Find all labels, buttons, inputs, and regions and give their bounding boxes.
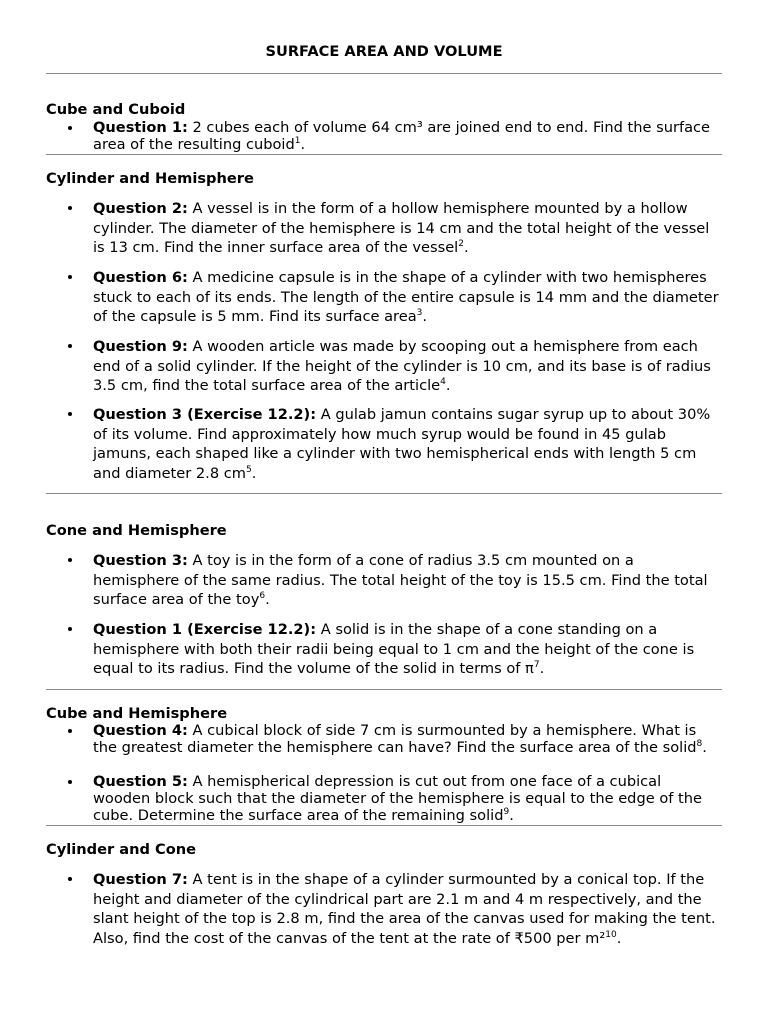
question-text: A medicine capsule is in the shape of a cylinder with two hemispheres stuck to each of its ends. The length of the entire capsule is 14 mm and the diameter of the capsule is 5 mm. Find its surface area [93,269,719,325]
question-text: A toy is in the form of a cone of radius 3.5 cm mounted on a hemisphere of the same radius. The total height of the toy is 15.5 cm. Find the total surface area of the toy [93,552,708,608]
divider [46,73,722,74]
question-text: 2 cubes each of volume 64 cm³ are joined end to end. Find the surface area of the resulting cuboid [93,119,711,153]
bullet-icon [68,344,72,348]
question-end: . [463,239,469,256]
question-text: A solid is in the shape of a cone standing on a hemisphere with both their radii being equal to 1 cm and the height of the cone is equal to its radius. Find the volume of the solid in terms of π [93,621,695,677]
question-item [93,337,723,396]
question-end: . [251,464,257,482]
question-label: Question 3: [93,552,188,569]
bullet-icon [68,206,72,210]
question-item [93,199,723,258]
section-heading: Cube and Cuboid [46,101,186,118]
bullet-icon [68,729,72,733]
footnote-ref: 7 [533,660,540,671]
question-end: . [445,377,451,394]
section-heading: Cone and Hemisphere [46,522,227,539]
question-label: Question 3 (Exercise 12.2): [93,406,317,423]
bullet-icon [68,412,72,416]
question-item [93,119,723,153]
bullet-icon [68,275,72,279]
footnote-ref: 8 [696,739,703,750]
question-text: A tent is in the shape of a cylinder surmounted by a conical top. If the height and diameter of the cylindrical part are 2.1 m and 4 m respectively, and the slant height of the top is 2.8 m, find the area of the canvas used for making the tent. Also, find the cost of the canvas of the tent at the rate of ₹500 per m² [93,871,716,947]
question-item [93,722,723,756]
question-label: Question 1 (Exercise 12.2): [93,621,317,638]
question-item [93,551,723,610]
question-end: . [509,807,514,824]
footnote-ref: 9 [503,807,510,818]
question-label: Question 7: [93,871,188,888]
question-text: A hemispherical depression is cut out from one face of a cubical wooden block such that the diameter of the hemisphere is equal to the edge of the cube. Determine the surface area of the remaining solid [93,773,702,824]
question-label: Question 2: [93,200,188,217]
bullet-icon [68,780,72,784]
divider [46,689,722,690]
page-title: SURFACE AREA AND VOLUME [265,43,503,60]
question-end: . [539,660,545,677]
footnote-ref: 3 [416,308,423,319]
divider [46,154,722,155]
section-heading: Cube and Hemisphere [46,705,228,722]
question-item [93,268,723,327]
question-text: A cubical block of side 7 cm is surmounted by a hemisphere. What is the greatest diameter the hemisphere can have? Find the surface area of the solid [93,722,697,756]
bullet-icon [68,627,72,631]
question-label: Question 5: [93,773,188,790]
divider [46,493,722,494]
bullet-icon [68,877,72,881]
section-heading: Cylinder and Hemisphere [46,170,254,187]
question-item [93,870,723,948]
question-item [93,620,723,679]
question-end: . [422,308,428,325]
footnote-ref: 2 [458,239,464,250]
divider [46,825,722,826]
footnote-ref: 5 [245,464,252,475]
footnote-ref: 10 [605,929,617,940]
question-end: . [702,739,707,756]
question-text: A vessel is in the form of a hollow hemisphere mounted by a hollow cylinder. The diameter of the hemisphere is 14 cm and the total height of the vessel is 13 cm. Find the inner surface area of the vessel [93,200,710,256]
question-text: A gulab jamun contains sugar syrup up to about 30% of its volume. Find approximately how much syrup would be found in 45 gulab jamuns, each shaped like a cylinder with two hemispherical ends with length 5 cm and diameter 2.8 cm [93,406,711,482]
question-label: Question 1: [93,119,188,136]
footnote-ref: 4 [440,377,446,388]
question-end: . [616,929,622,947]
section-heading: Cylinder and Cone [46,841,197,858]
question-item [93,773,723,824]
question-label: Question 6: [93,269,188,286]
footnote-ref: 6 [259,591,266,602]
question-item [93,405,723,483]
question-text: A wooden article was made by scooping out a hemisphere from each end of a solid cylinder. If the height of the cylinder is 10 cm, and its base is of radius 3.5 cm, find the total surface area of the article [93,338,711,394]
bullet-icon [68,126,72,130]
question-end: . [300,136,306,153]
question-end: . [265,591,270,608]
question-label: Question 9: [93,338,188,355]
question-label: Question 4: [93,722,188,739]
bullet-icon [68,558,72,562]
footnote-ref: 1 [294,136,301,147]
